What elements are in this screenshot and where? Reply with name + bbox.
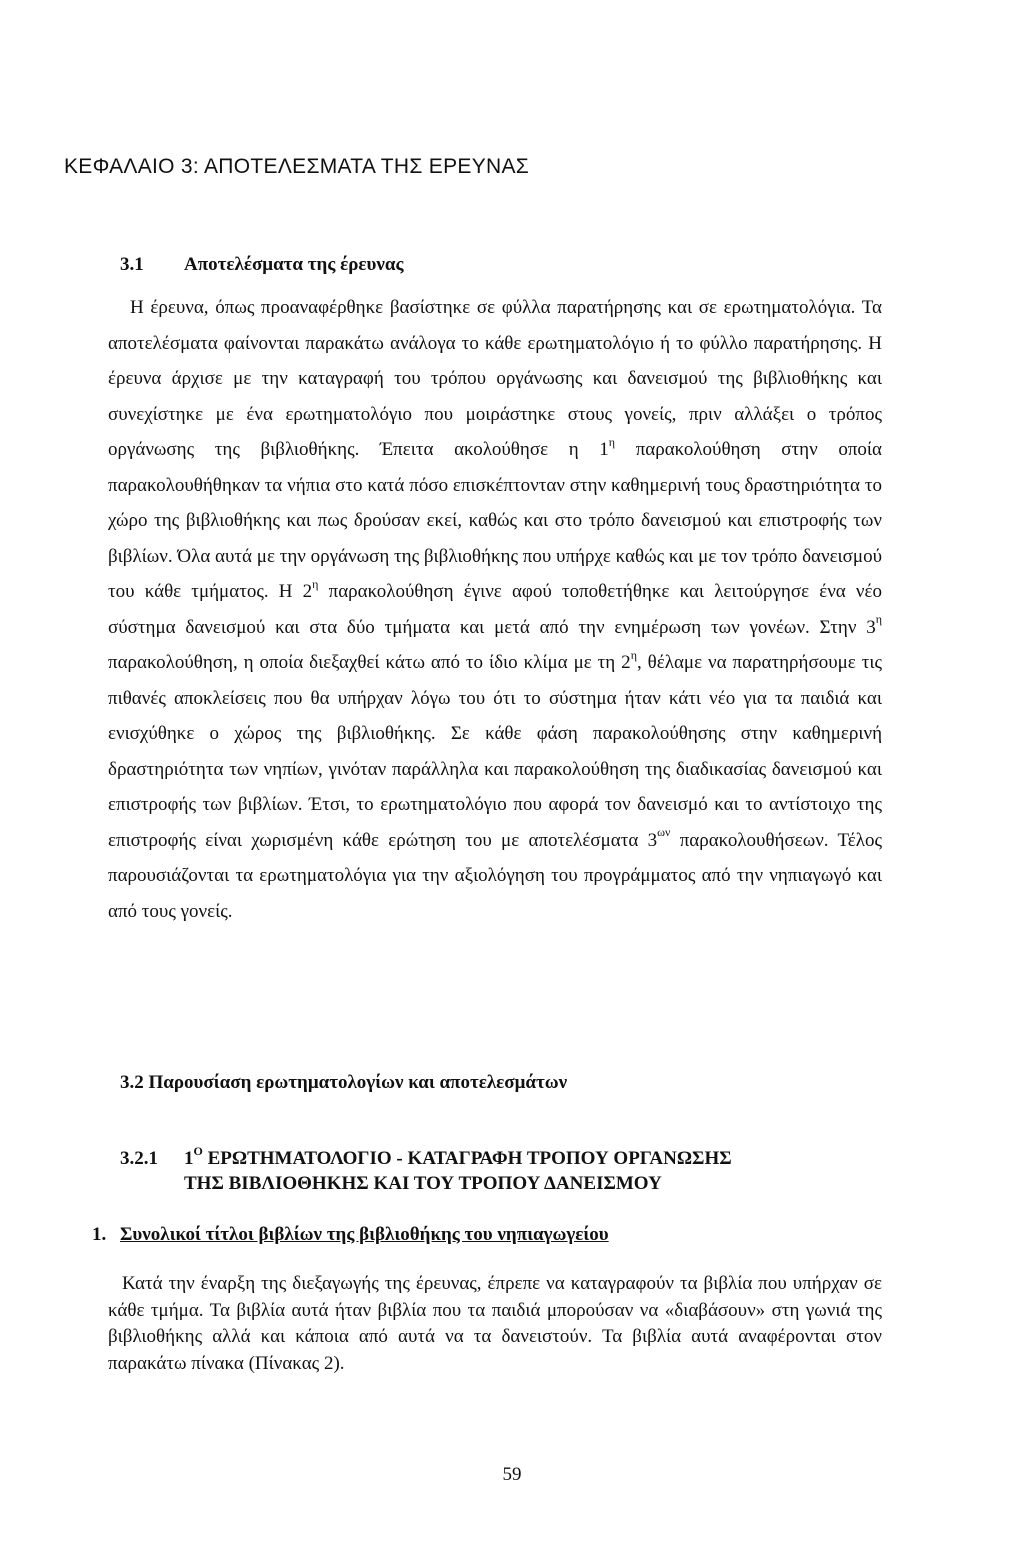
body-text-4: παρακολούθηση, η οποία διεξαχθεί κάτω από το ίδιο κλίμα με τη 2 <box>108 652 631 673</box>
section-3-1-number: 3.1 <box>120 254 144 275</box>
section-3-2-1-heading <box>120 1143 732 1196</box>
chapter-title: ΚΕΦΑΛΑΙΟ 3: ΑΠΟΤΕΛΕΣΜΑΤΑ ΤΗΣ ΕΡΕΥΝΑΣ <box>64 155 530 178</box>
ordinal-sup-4: η <box>630 647 637 662</box>
section-3-1-body <box>108 290 882 929</box>
ordinal-sup-3: η <box>875 612 882 627</box>
section-3-1-title: Αποτελέσματα της έρευνας <box>184 254 404 275</box>
item-1-title: Συνολικοί τίτλοι βιβλίων της βιβλιοθήκης του νηπιαγωγείου <box>120 1224 609 1245</box>
section-3-2-1-line1: ΕΡΩΤΗΜΑΤΟΛΟΓΙΟ - ΚΑΤΑΓΡΑΦΗ ΤΡΟΠΟΥ ΟΡΓΑΝΩΣΗΣ <box>202 1148 732 1169</box>
ordinal-sup-1: η <box>608 434 616 449</box>
section-3-2-1-ordinal: 1 <box>184 1148 194 1169</box>
section-3-2-heading: 3.2 Παρουσίαση ερωτηματολογίων και αποτελεσμάτων <box>120 1072 568 1093</box>
section-3-2-1-number: 3.2.1 <box>120 1148 158 1169</box>
body-text-3: παρακολούθηση έγινε αφού τοποθετήθηκε και λειτούργησε ένα νέο σύστημα δανεισμού και στα δύο τμήματα και μετά από την ενημέρωση των γονέων. Στην 3 <box>108 581 882 638</box>
section-3-2-1-line2: ΤΗΣ ΒΙΒΛΙΟΘΗΚΗΣ ΚΑΙ ΤΟΥ ΤΡΟΠΟΥ ΔΑΝΕΙΣΜΟΥ <box>184 1173 662 1194</box>
item-1-heading <box>92 1224 609 1246</box>
section-3-2-1-ordinal-sup: Ο <box>193 1143 203 1158</box>
body-text-6: παρακολουθήσεων. Τέλος παρουσιάζονται τα ερωτηματολόγια για την αξιολόγηση του προγράμματος από την νηπιαγωγό και από τους γονείς. <box>108 829 882 922</box>
body-text-5: , θέλαμε να παρατηρήσουμε τις πιθανές αποκλείσεις που θα υπήρχαν λόγω του ότι το σύστημα ήταν κάτι νέο για τα παιδιά και ενισχύθηκε ο χώρος της βιβλιοθήκης. Σε κάθε φάση παρακολούθησης στην καθημερινή δραστηριότητα των νηπίων, γινόταν παράλληλα και παρακολούθηση της διαδικασίας δανεισμού και επιστροφής των βιβλίων. Έτσι, το ερωτηματολόγιο που αφορά τον δανεισμό και το αντίστοιχο της επιστροφής είναι χωρισμένη κάθε ερώτηση του με αποτελέσματα 3 <box>108 652 882 851</box>
item-1-body <box>108 1271 882 1377</box>
ordinal-sup-2: η <box>312 576 319 591</box>
page-number: 59 <box>502 1464 522 1485</box>
section-3-1-heading <box>120 254 403 276</box>
body-text-2: παρακολούθηση στην οποία παρακολουθήθηκαν τα νήπια στο κατά πόσο επισκέπτονταν στην καθημερινή τους δραστηριότητα το χώρο της βιβλιοθήκης και πως δρούσαν εκεί, καθώς και στο τρόπο δανεισμού και επιστροφής των βιβλίων. Όλα αυτά με την οργάνωση της βιβλιοθήκης που υπήρχε καθώς και με τον τρόπο δανεισμού του κάθε τμήματος. Η 2 <box>108 439 883 602</box>
body-text-1: Η έρευνα, όπως προαναφέρθηκε βασίστηκε σε φύλλα παρατήρησης και σε ερωτηματολόγια. Τα αποτελέσματα φαίνονται παρακάτω ανάλογα το κάθε ερωτηματολόγιο ή το φύλλο παρατήρησης. Η έρευνα άρχισε με την καταγραφή του τρόπου οργάνωσης και δανεισμού της βιβλιοθήκης και συνεχίστηκε με ένα ερωτηματολόγιο που μοιράστηκε στους γονείς, πριν αλλάξει ο τρόπος οργάνωσης της βιβλιοθήκης. Έπειτα ακολούθησε η 1 <box>108 297 882 460</box>
item-1-number: 1. <box>92 1224 107 1245</box>
ordinal-sup-5: ων <box>657 825 671 840</box>
item-1-text: Κατά την έναρξη της διεξαγωγής της έρευνας, έπρεπε να καταγραφούν τα βιβλία που υπήρχαν σε κάθε τμήμα. Τα βιβλία αυτά ήταν βιβλία που τα παιδιά μπορούσαν να «διαβάσουν» στη γωνιά της βιβλιοθήκης αλλά και κάποια από αυτά να τα δανειστούν. Τα βιβλία αυτά αναφέρονται στον παρακάτω πίνακα (Πίνακας 2). <box>108 1273 882 1374</box>
